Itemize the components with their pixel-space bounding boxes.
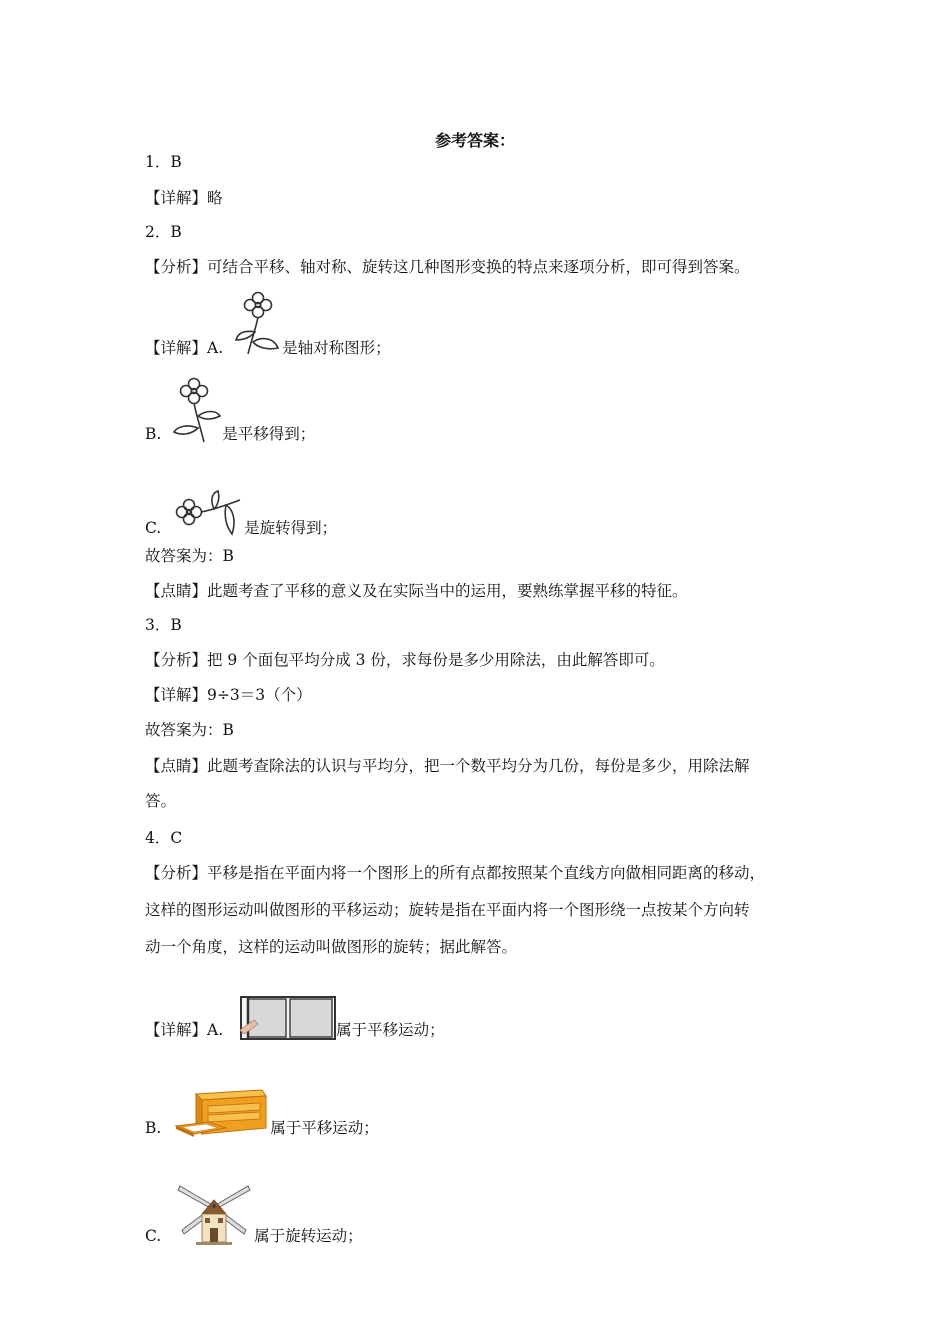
q2-option-a	[145, 290, 391, 358]
q2-number: 2．B	[145, 223, 182, 241]
drawer-cabinet-image	[174, 1088, 270, 1138]
q3-answer: 故答案为：B	[145, 721, 234, 739]
q3-point-line1: 【点睛】此题考查除法的认识与平均分，把一个数平均分为几份，每份是多少，用除法解	[145, 757, 750, 775]
sliding-window-image	[240, 996, 336, 1040]
flower-rotated-image	[172, 490, 244, 538]
q2-option-c	[145, 490, 337, 538]
q4-option-b-prefix: B.	[145, 1119, 162, 1137]
q4-option-b	[145, 1088, 379, 1138]
q2-analysis: 【分析】可结合平移、轴对称、旋转这几种图形变换的特点来逐项分析，即可得到答案。	[145, 258, 750, 276]
q2-point: 【点睛】此题考查了平移的意义及在实际当中的运用，要熟练掌握平移的特征。	[145, 582, 688, 600]
q4-option-a	[145, 996, 445, 1040]
q2-option-b	[145, 376, 315, 444]
q2-answer: 故答案为：B	[145, 547, 234, 565]
q2-option-a-prefix: 【详解】A.	[145, 339, 224, 357]
q3-point-line2: 答。	[145, 792, 177, 810]
q4-option-b-text: 属于平移运动；	[270, 1119, 379, 1137]
q4-option-a-text: 属于平移运动；	[336, 1021, 445, 1039]
q4-analysis-line2: 这样的图形运动叫做图形的平移运动；旋转是指在平面内将一个图形绕一点按某个方向转	[145, 901, 750, 919]
q4-option-c-prefix: C.	[145, 1227, 162, 1245]
windmill-image	[174, 1184, 254, 1246]
q3-analysis: 【分析】把 9 个面包平均分成 3 份，求每份是多少用除法，由此解答即可。	[145, 651, 665, 669]
q3-number: 3．B	[145, 616, 182, 634]
page-title: 参考答案：	[434, 131, 515, 150]
q2-option-b-prefix: B.	[145, 425, 162, 443]
q3-detail: 【详解】9÷3＝3（个）	[145, 686, 312, 704]
q2-option-a-text: 是轴对称图形；	[282, 339, 391, 357]
q2-option-b-text: 是平移得到；	[222, 425, 316, 443]
q2-option-c-text: 是旋转得到；	[244, 519, 338, 537]
flower-translated-image	[172, 376, 222, 444]
q4-analysis-line3: 动一个角度，这样的运动叫做图形的旋转；据此解答。	[145, 938, 518, 956]
q4-option-a-prefix: 【详解】A.	[145, 1021, 224, 1039]
q4-number: 4．C	[145, 829, 183, 847]
q4-option-c	[145, 1184, 363, 1246]
q1-detail: 【详解】略	[145, 189, 223, 207]
q1-number: 1．B	[145, 153, 182, 171]
flower-symmetric-image	[234, 290, 282, 358]
q4-analysis-line1: 【分析】平移是指在平面内将一个图形上的所有点都按照某个直线方向做相同距离的移动，	[145, 864, 766, 882]
q2-option-c-prefix: C.	[145, 519, 162, 537]
q4-option-c-text: 属于旋转运动；	[254, 1227, 363, 1245]
